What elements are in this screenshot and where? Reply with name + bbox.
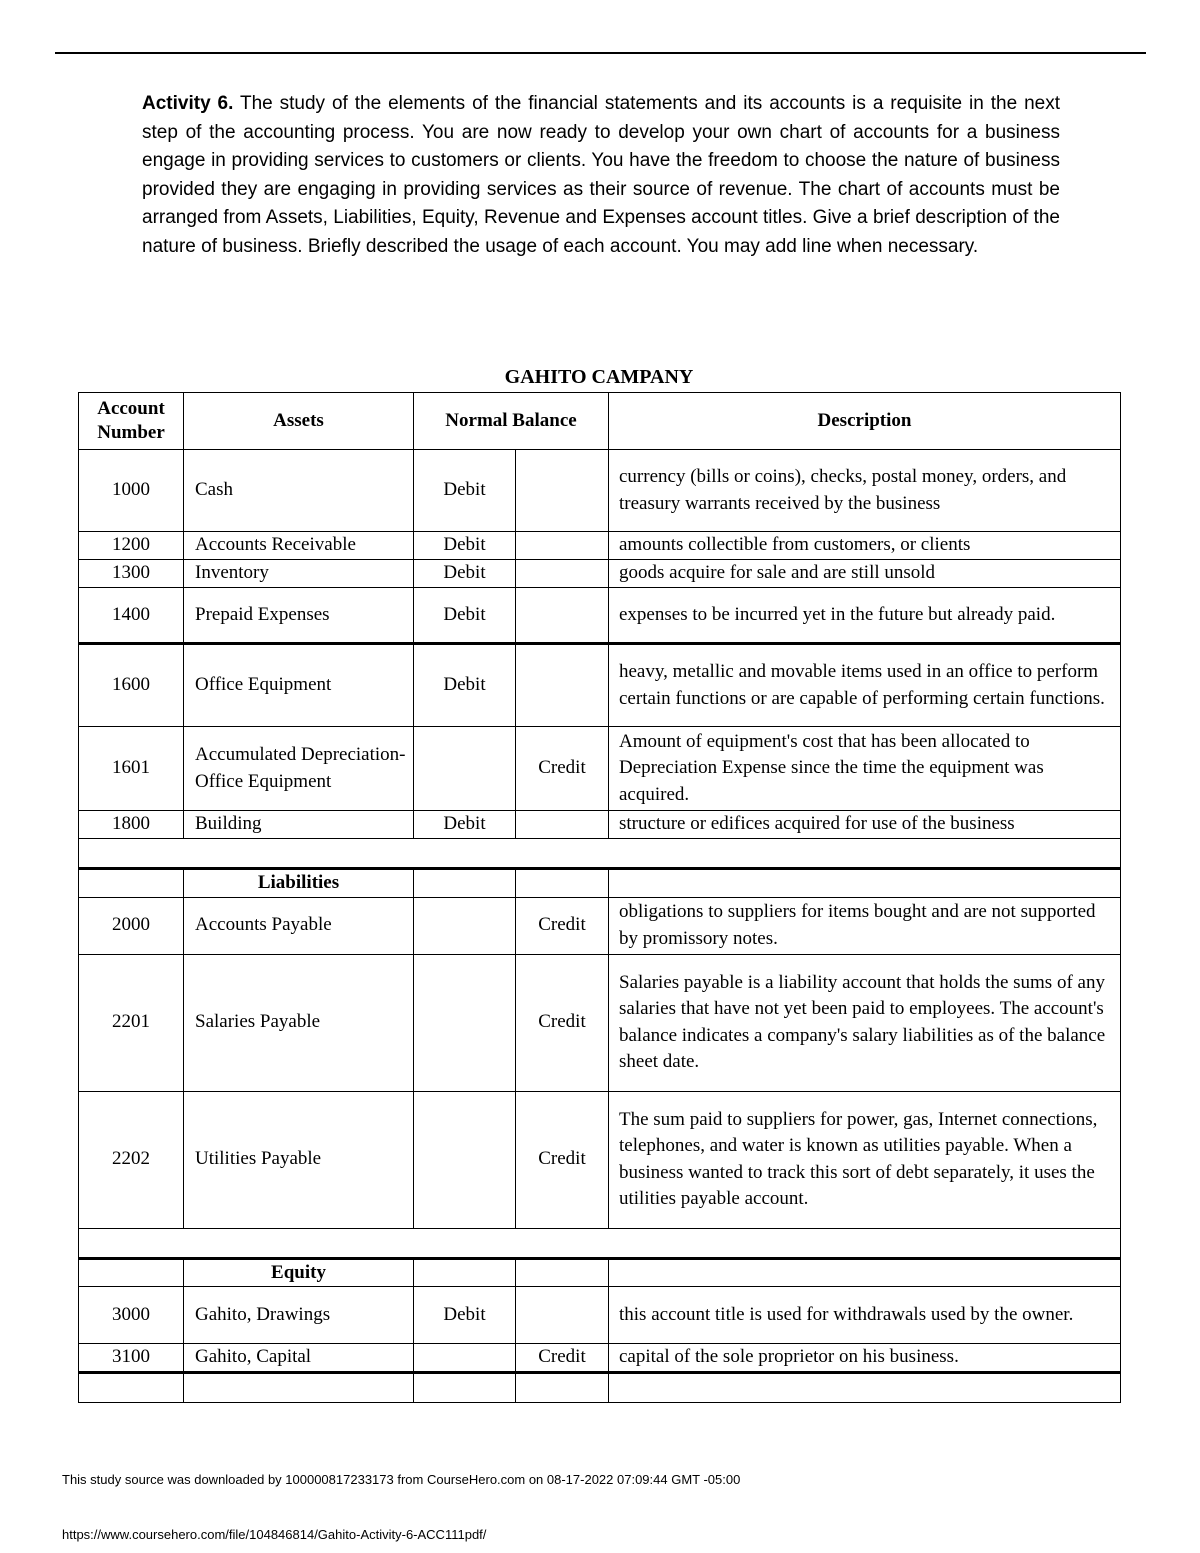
account-number: 1000 [79,450,184,532]
blank-cell [516,869,609,898]
account-title: Inventory [184,560,414,588]
account-description: The sum paid to suppliers for power, gas, Internet connections, telephones, and water is known as utilities payable. When a business wanted to track this sort of debt separately, it uses the utilities payable account. [609,1091,1121,1228]
account-description: this account title is used for withdrawals used by the owner. [609,1287,1121,1344]
account-description: heavy, metallic and movable items used in an office to perform certain functions or are capable of performing certain functions. [609,644,1121,727]
download-notice: This study source was downloaded by 100000817233173 from CourseHero.com on 08-17-2022 07:09:44 GMT -05:00 [62,1472,741,1487]
equity-heading: Equity [184,1258,414,1287]
account-description: Salaries payable is a liability account that holds the sums of any salaries that have not yet been paid to employees. The account's balance indicates a company's salary liabilities as of the balance sheet date. [609,954,1121,1091]
table-row [79,532,1121,560]
table-row [79,727,1121,811]
debit-cell: Debit [414,532,516,560]
account-title: Accounts Receivable [184,532,414,560]
debit-cell: Debit [414,450,516,532]
table-row [79,644,1121,727]
header-assets: Assets [184,393,414,450]
account-title: Salaries Payable [184,954,414,1091]
account-description: expenses to be incurred yet in the future but already paid. [609,588,1121,644]
blank-cell [609,1258,1121,1287]
debit-cell: Debit [414,644,516,727]
account-number: 2202 [79,1091,184,1228]
credit-cell: Credit [516,727,609,811]
credit-cell: Credit [516,954,609,1091]
activity-instructions [142,90,1060,262]
blank-cell [516,1372,609,1402]
credit-cell: Credit [516,1344,609,1373]
debit-cell: Debit [414,560,516,588]
debit-cell [414,897,516,954]
section-heading-row [79,869,1121,898]
blank-row [79,1372,1121,1402]
blank-cell [79,1258,184,1287]
blank-cell [79,1372,184,1402]
debit-cell [414,1344,516,1373]
blank-row [79,1228,1121,1258]
section-heading-row [79,1258,1121,1287]
credit-cell [516,811,609,839]
liabilities-heading: Liabilities [184,869,414,898]
debit-cell [414,1091,516,1228]
table-row [79,1287,1121,1344]
activity-text: The study of the elements of the financial statements and its accounts is a requisite in the next step of the accounting process. You are now ready to develop your own chart of accounts for a business engage in providing services to customers or clients. You have the freedom to choose the nature of business provided they are engaging in providing services as their source of revenue. The chart of accounts must be arranged from Assets, Liabilities, Equity, Revenue and Expenses account titles. Give a brief description of the nature of business. Briefly described the usage of each account. You may add line when necessary. [142,93,1060,257]
source-url[interactable]: https://www.coursehero.com/file/104846814/Gahito-Activity-6-ACC111pdf/ [62,1527,487,1542]
table-row [79,588,1121,644]
activity-label: Activity 6. [142,93,234,114]
debit-cell: Debit [414,811,516,839]
credit-cell: Credit [516,1091,609,1228]
credit-cell [516,532,609,560]
blank-cell [609,869,1121,898]
credit-cell [516,588,609,644]
account-title: Accumulated Depreciation-Office Equipment [184,727,414,811]
table-row [79,811,1121,839]
blank-cell [414,1372,516,1402]
account-description: amounts collectible from customers, or clients [609,532,1121,560]
account-number: 1400 [79,588,184,644]
company-name: GAHITO CAMPANY [504,366,694,388]
header-normal-balance: Normal Balance [414,393,609,450]
account-description: capital of the sole proprietor on his business. [609,1344,1121,1373]
top-rule [55,52,1146,54]
table-row [79,1344,1121,1373]
blank-cell [609,1372,1121,1402]
table-header-row [79,393,1121,450]
account-description: goods acquire for sale and are still unsold [609,560,1121,588]
account-title: Building [184,811,414,839]
debit-cell: Debit [414,1287,516,1344]
chart-of-accounts-table [78,392,1121,1403]
table-row [79,560,1121,588]
account-number: 2000 [79,897,184,954]
blank-cell [79,1228,1121,1258]
account-title: Utilities Payable [184,1091,414,1228]
account-description: obligations to suppliers for items bought and are not supported by promissory notes. [609,897,1121,954]
table-row [79,1091,1121,1228]
table-row [79,954,1121,1091]
blank-cell [516,1258,609,1287]
account-title: Gahito, Drawings [184,1287,414,1344]
account-number: 1200 [79,532,184,560]
blank-cell [414,1258,516,1287]
debit-cell [414,727,516,811]
credit-cell [516,1287,609,1344]
account-title: Accounts Payable [184,897,414,954]
blank-cell [79,839,1121,869]
blank-row [79,839,1121,869]
credit-cell [516,644,609,727]
account-number: 2201 [79,954,184,1091]
account-title: Prepaid Expenses [184,588,414,644]
table-row [79,450,1121,532]
account-number: 1601 [79,727,184,811]
account-title: Office Equipment [184,644,414,727]
credit-cell [516,560,609,588]
debit-cell [414,954,516,1091]
blank-cell [184,1372,414,1402]
account-number: 3100 [79,1344,184,1373]
blank-cell [414,869,516,898]
account-description: structure or edifices acquired for use of the business [609,811,1121,839]
account-number: 1800 [79,811,184,839]
table-row [79,897,1121,954]
account-number: 3000 [79,1287,184,1344]
account-number: 1600 [79,644,184,727]
account-number: 1300 [79,560,184,588]
debit-cell: Debit [414,588,516,644]
header-account-number: Account Number [79,393,184,450]
blank-cell [79,869,184,898]
account-title: Gahito, Capital [184,1344,414,1373]
account-title: Cash [184,450,414,532]
account-description: Amount of equipment's cost that has been allocated to Depreciation Expense since the time the equipment was acquired. [609,727,1121,811]
credit-cell [516,450,609,532]
header-description: Description [609,393,1121,450]
credit-cell: Credit [516,897,609,954]
account-description: currency (bills or coins), checks, postal money, orders, and treasury warrants received by the business [609,450,1121,532]
